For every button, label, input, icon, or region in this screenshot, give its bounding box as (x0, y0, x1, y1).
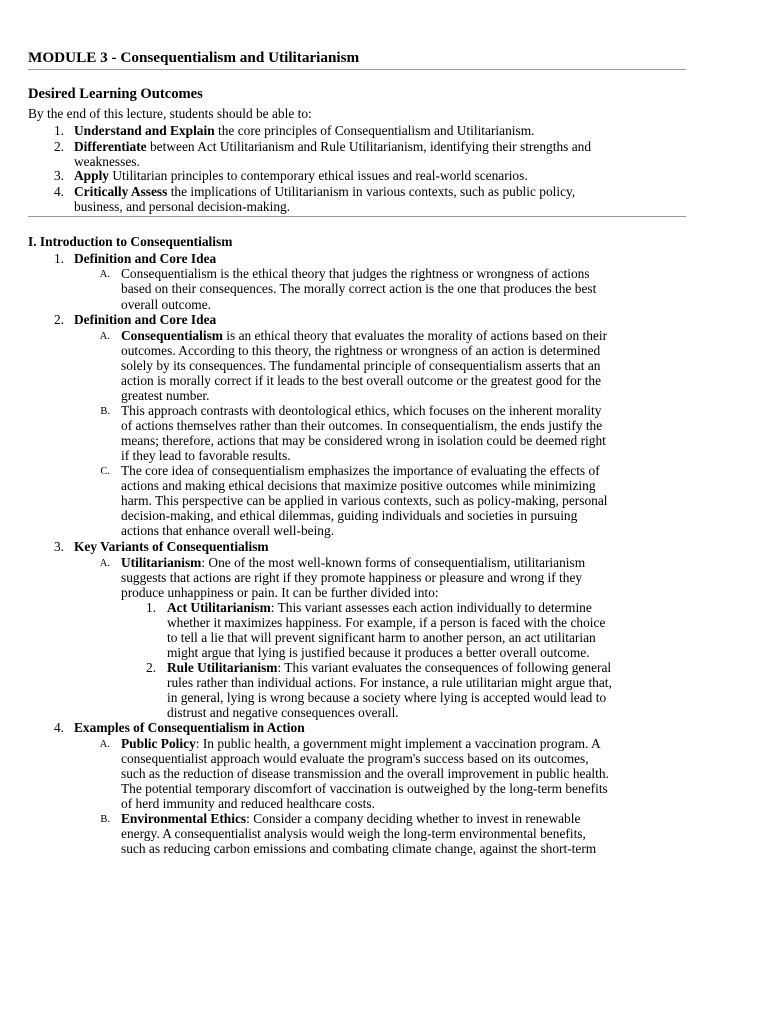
paragraph-line: of herd immunity and reduced healthcare costs. (121, 796, 375, 811)
outcome-number: 3. (53, 168, 64, 183)
paragraph-line (167, 600, 592, 615)
item-letter: A. (99, 558, 110, 569)
paragraph-line: solely by its consequences. The fundamental principle of consequentialism asserts that an (121, 358, 601, 373)
outcome-item (74, 184, 575, 199)
term-bold: Rule Utilitarianism (167, 660, 278, 675)
paragraph-line: This approach contrasts with deontological ethics, which focuses on the inherent morality (121, 403, 602, 418)
module-title: MODULE 3 - Consequentialism and Utilitarianism (28, 49, 360, 66)
subsection-number: 2. (53, 312, 64, 327)
paragraph-line: action is morally correct if it leads to the best overall outcome or the greatest good for the (121, 373, 602, 388)
outcome-item (74, 139, 591, 154)
paragraph-text: : This variant assesses each action individually to determine (270, 600, 592, 615)
paragraph-line (121, 736, 601, 751)
outcome-number: 1. (53, 123, 64, 138)
subsection-number: 3. (53, 539, 64, 554)
paragraph-line: greatest number. (121, 388, 210, 403)
paragraph-line: overall outcome. (121, 297, 211, 312)
outcome-number: 4. (53, 184, 64, 199)
term-bold: Public Policy (121, 736, 196, 751)
outcomes-divider (28, 216, 686, 217)
item-letter: A. (99, 269, 110, 280)
paragraph-line: actions that enhance overall well-being. (121, 523, 335, 538)
outcome-text: business, and personal decision-making. (74, 199, 291, 214)
outcome-bold: Differentiate (74, 139, 147, 154)
paragraph-line: The potential temporary discomfort of vaccination is outweighed by the long-term benefits (121, 781, 608, 796)
paragraph-text: is an ethical theory that evaluates the morality of actions based on their (222, 328, 608, 343)
subsection-title: Examples of Consequentialism in Action (74, 720, 305, 735)
paragraph-text: : Consider a company deciding whether to invest in renewable (246, 811, 581, 826)
paragraph-line: such as reducing carbon emissions and combating climate change, against the short-term (121, 841, 597, 856)
paragraph-line (121, 328, 607, 343)
paragraph-line: actions and making ethical decisions that maximize positive outcomes while minimizing (121, 478, 596, 493)
paragraph-line: rules rather than individual actions. For instance, a rule utilitarian might argue that, (167, 675, 612, 690)
item-letter: B. (100, 406, 110, 417)
subsection-number: 1. (53, 251, 64, 266)
subsection-title: Key Variants of Consequentialism (74, 539, 269, 554)
paragraph-line (121, 811, 580, 826)
section-title: I. Introduction to Consequentialism (28, 234, 233, 249)
outcome-text: Utilitarian principles to contemporary ethical issues and real-world scenarios. (108, 168, 528, 183)
item-letter: C. (100, 466, 110, 477)
outcome-text: the core principles of Consequentialism and Utilitarianism. (214, 123, 535, 138)
outcome-number: 2. (53, 139, 64, 154)
outcome-item (74, 168, 528, 183)
paragraph-line: suggests that actions are right if they promote happiness or pleasure and wrong if they (121, 570, 583, 585)
paragraph-line: produce unhappiness or pain. It can be further divided into: (121, 585, 439, 600)
item-letter: A. (99, 739, 110, 750)
paragraph-line: energy. A consequentialist analysis would weigh the long-term environmental benefits, (121, 826, 586, 841)
paragraph-text: : This variant evaluates the consequences of following general (277, 660, 612, 675)
outcome-bold: Understand and Explain (74, 123, 215, 138)
subsection-title: Definition and Core Idea (74, 312, 217, 327)
term-bold: Environmental Ethics (121, 811, 247, 826)
paragraph-line: to tell a lie that will prevent significant harm to another person, an act utilitarian (167, 630, 596, 645)
outcome-text: between Act Utilitarianism and Rule Utilitarianism, identifying their strengths and (146, 139, 592, 154)
outcomes-heading: Desired Learning Outcomes (28, 86, 203, 102)
item-letter: B. (100, 814, 110, 825)
title-divider (28, 69, 686, 70)
outcome-text: weaknesses. (74, 154, 140, 169)
outcomes-intro: By the end of this lecture, students should be able to: (28, 106, 312, 121)
outcome-bold: Critically Assess (74, 184, 168, 199)
paragraph-line: decision-making, and ethical dilemmas, guiding individuals and societies in pursuing (121, 508, 578, 523)
paragraph-line: if they lead to favorable results. (121, 448, 291, 463)
paragraph-line: The core idea of consequentialism emphasizes the importance of evaluating the effects of (121, 463, 600, 478)
paragraph-line: consequentialist approach would evaluate the program's success based on its outcomes, (121, 751, 589, 766)
paragraph-line: whether it maximizes happiness. For example, if a person is faced with the choice (167, 615, 606, 630)
paragraph-text: : In public health, a government might implement a vaccination program. A (195, 736, 601, 751)
term-bold: Act Utilitarianism (167, 600, 271, 615)
paragraph-line (121, 555, 585, 570)
term-bold: Consequentialism (121, 328, 223, 343)
paragraph-line: means; therefore, actions that may be considered wrong in isolation could be deemed right (121, 433, 606, 448)
paragraph-line: distrust and negative consequences overall. (167, 705, 399, 720)
subsection-title: Definition and Core Idea (74, 251, 217, 266)
outcome-bold: Apply (74, 168, 109, 183)
paragraph-line: such as the reduction of disease transmission and the overall improvement in public health. (121, 766, 609, 781)
term-bold: Utilitarianism (121, 555, 202, 570)
item-letter: A. (99, 331, 110, 342)
nested-number: 1. (145, 600, 156, 615)
paragraph-line: in general, lying is wrong because a society where lying is accepted would lead to (167, 690, 607, 705)
paragraph-line: outcomes. According to this theory, the rightness or wrongness of an action is determined (121, 343, 601, 358)
nested-number: 2. (145, 660, 156, 675)
paragraph-line: based on their consequences. The morally correct action is the one that produces the best (121, 281, 597, 296)
paragraph-line: Consequentialism is the ethical theory that judges the rightness or wrongness of actions (121, 266, 590, 281)
paragraph-line: of actions themselves rather than their outcomes. In consequentialism, the ends justify the (121, 418, 603, 433)
paragraph-line: might argue that lying is justified because it produces a better overall outcome. (167, 645, 590, 660)
subsection-number: 4. (53, 720, 64, 735)
paragraph-line: harm. This perspective can be applied in various contexts, such as policy-making, personal (121, 493, 608, 508)
paragraph-text: : One of the most well-known forms of consequentialism, utilitarianism (201, 555, 586, 570)
paragraph-line (167, 660, 611, 675)
outcome-text: the implications of Utilitarianism in various contexts, such as public policy, (167, 184, 576, 199)
outcome-item (74, 123, 534, 138)
